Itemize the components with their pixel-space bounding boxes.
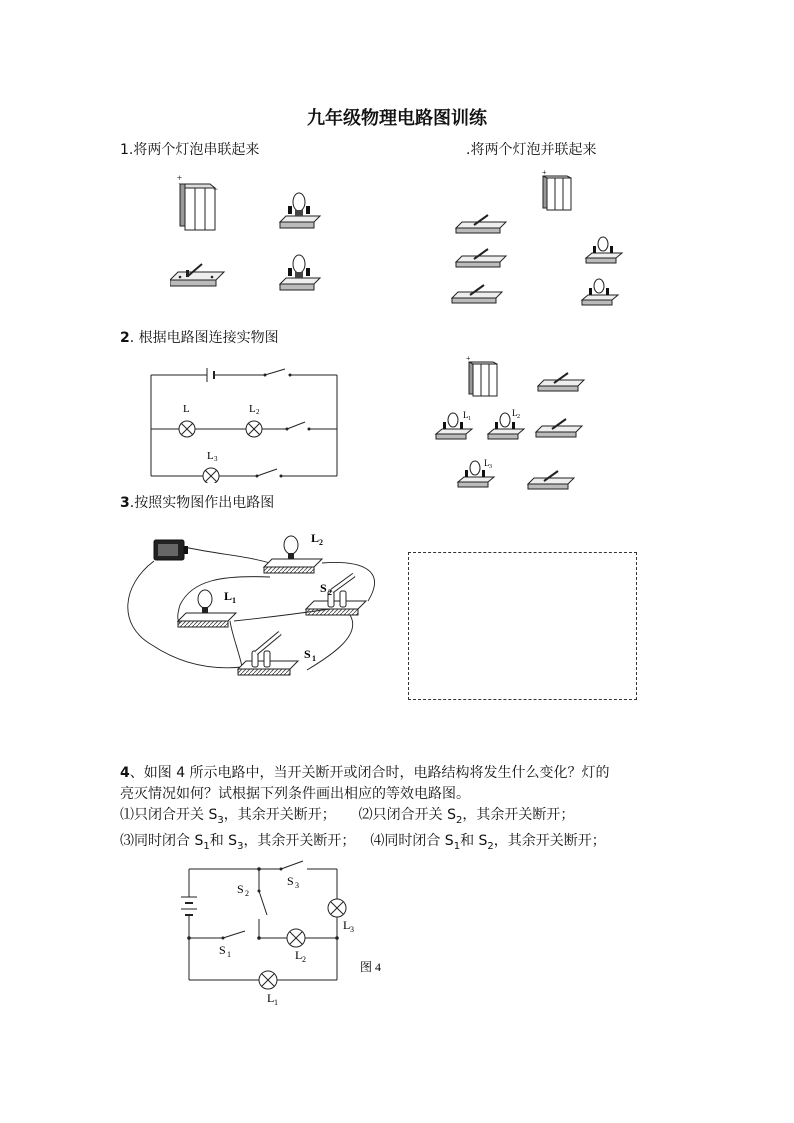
switch-icon [538, 373, 584, 391]
condition-4-mid: 和 S [460, 832, 488, 849]
condition-1-text: ⑴只闭合开关 S [120, 807, 218, 823]
question-4-conditions-3-4 [120, 831, 690, 857]
q2-circuit-diagram [145, 358, 345, 483]
question-4-number: 4 [120, 765, 130, 781]
label-S3: S [287, 874, 294, 888]
q1-series-components [170, 170, 340, 300]
label-L1: L [224, 589, 233, 603]
svg-text:+: + [466, 354, 471, 363]
label-L2-sub: 2 [517, 414, 520, 420]
question-4-line1: 、如图 4 所示电路中，当开关断开或闭合时，电路结构将发生什么变化？灯的 [129, 765, 610, 781]
question-1-number: 1 [120, 142, 129, 158]
label-L3-sub: 3 [489, 464, 492, 470]
label-S2: S [237, 882, 244, 896]
question-4-conditions-1-2 [120, 805, 690, 831]
condition-2-sub: 2 [455, 814, 463, 826]
condition-3-mid: 和 S [209, 832, 238, 849]
battery-icon [177, 173, 218, 230]
bulb-icon [586, 237, 622, 263]
label-S1-sub: 1 [227, 950, 231, 959]
label-L3: L [207, 450, 214, 462]
svg-text:+: + [542, 170, 547, 177]
question-1-heading [120, 139, 259, 159]
switch-icon [452, 285, 502, 303]
label-L1: L [463, 410, 469, 420]
figure-4-circuit [175, 855, 395, 1010]
label-S3-sub: 3 [295, 881, 299, 890]
switch-icon [536, 419, 582, 437]
battery-icon [154, 540, 188, 560]
label-L1-sub: 1 [468, 416, 471, 422]
condition-3-end: ，其余开关断开； [243, 832, 356, 849]
label-S2-sub: 2 [328, 588, 332, 597]
condition-3-text: ⑶同时闭合 S [120, 832, 204, 849]
label-L1-sub: 1 [232, 596, 236, 605]
condition-4-end: ，其余开关断开； [493, 832, 606, 849]
label-L2: L [311, 531, 320, 545]
question-4-line2: 亮灭情况如何？试根据下列条件画出相应的等效电路图。 [120, 786, 470, 802]
label-S1: S [304, 647, 311, 661]
question-4-body [120, 763, 690, 857]
label-L2-sub: 2 [256, 408, 260, 416]
switch-icon [456, 249, 506, 267]
label-L2-sub: 2 [319, 538, 323, 547]
q2-physical-components [430, 352, 600, 497]
condition-1-sub: 3 [217, 814, 224, 826]
question-3-text: .按照实物图作出电路图 [129, 495, 275, 511]
bulb-icon [582, 279, 618, 305]
question-2-text: . 根据电路图连接实物图 [129, 330, 279, 346]
label-L2: L [295, 948, 303, 962]
q3-physical-circuit [122, 525, 392, 685]
answer-box[interactable] [408, 552, 637, 700]
label-L1-sub: 1 [274, 998, 278, 1007]
switch-icon [170, 264, 224, 286]
question-3-number: 3 [120, 495, 130, 511]
label-L3-sub: 3 [214, 455, 218, 463]
label-S2: S [320, 581, 327, 595]
label-L3: L [343, 918, 351, 932]
switch-icon [528, 471, 574, 489]
condition-4-text: ⑷同时闭合 S [370, 832, 454, 849]
svg-text:+: + [177, 173, 183, 183]
battery-icon [542, 170, 571, 210]
label-L3: L [484, 458, 490, 468]
question-3-heading [120, 492, 274, 512]
question-2-number: 2 [120, 330, 130, 346]
figure-4-label: 图 4 [360, 960, 382, 974]
condition-4-sub2: 2 [487, 840, 494, 852]
q1-parallel-components [450, 170, 640, 310]
condition-2-text: ⑵只闭合开关 S [358, 807, 456, 823]
condition-1-end: ，其余开关断开； [223, 807, 336, 823]
question-1-right-text: .将两个灯泡并联起来 [466, 142, 597, 158]
label-L3-sub: 3 [350, 925, 354, 934]
switch-icon [238, 633, 298, 675]
label-L1: L [267, 991, 275, 1005]
label-L2-sub: 2 [302, 955, 306, 964]
bulb-icon [280, 255, 320, 290]
label-L: L [183, 403, 190, 415]
label-S1: S [219, 943, 226, 957]
label-S2-sub: 2 [245, 889, 249, 898]
condition-3-sub1: 1 [203, 840, 210, 852]
label-L2: L [512, 408, 518, 418]
condition-2-end: ，其余开关断开； [462, 807, 575, 823]
label-L2: L [249, 403, 256, 415]
switch-icon [456, 215, 506, 233]
switch-icon [306, 575, 366, 615]
condition-4-sub1: 1 [453, 840, 461, 852]
battery-icon [466, 354, 497, 396]
label-S1-sub: 1 [312, 654, 316, 663]
bulb-icon [280, 193, 320, 228]
condition-3-sub2: 3 [237, 840, 244, 852]
page-title: 九年级物理电路图训练 [307, 108, 487, 129]
question-1-left-text: .将两个灯泡串联起来 [128, 142, 260, 158]
svg-text:−: − [213, 184, 219, 194]
question-2-heading [120, 327, 279, 347]
